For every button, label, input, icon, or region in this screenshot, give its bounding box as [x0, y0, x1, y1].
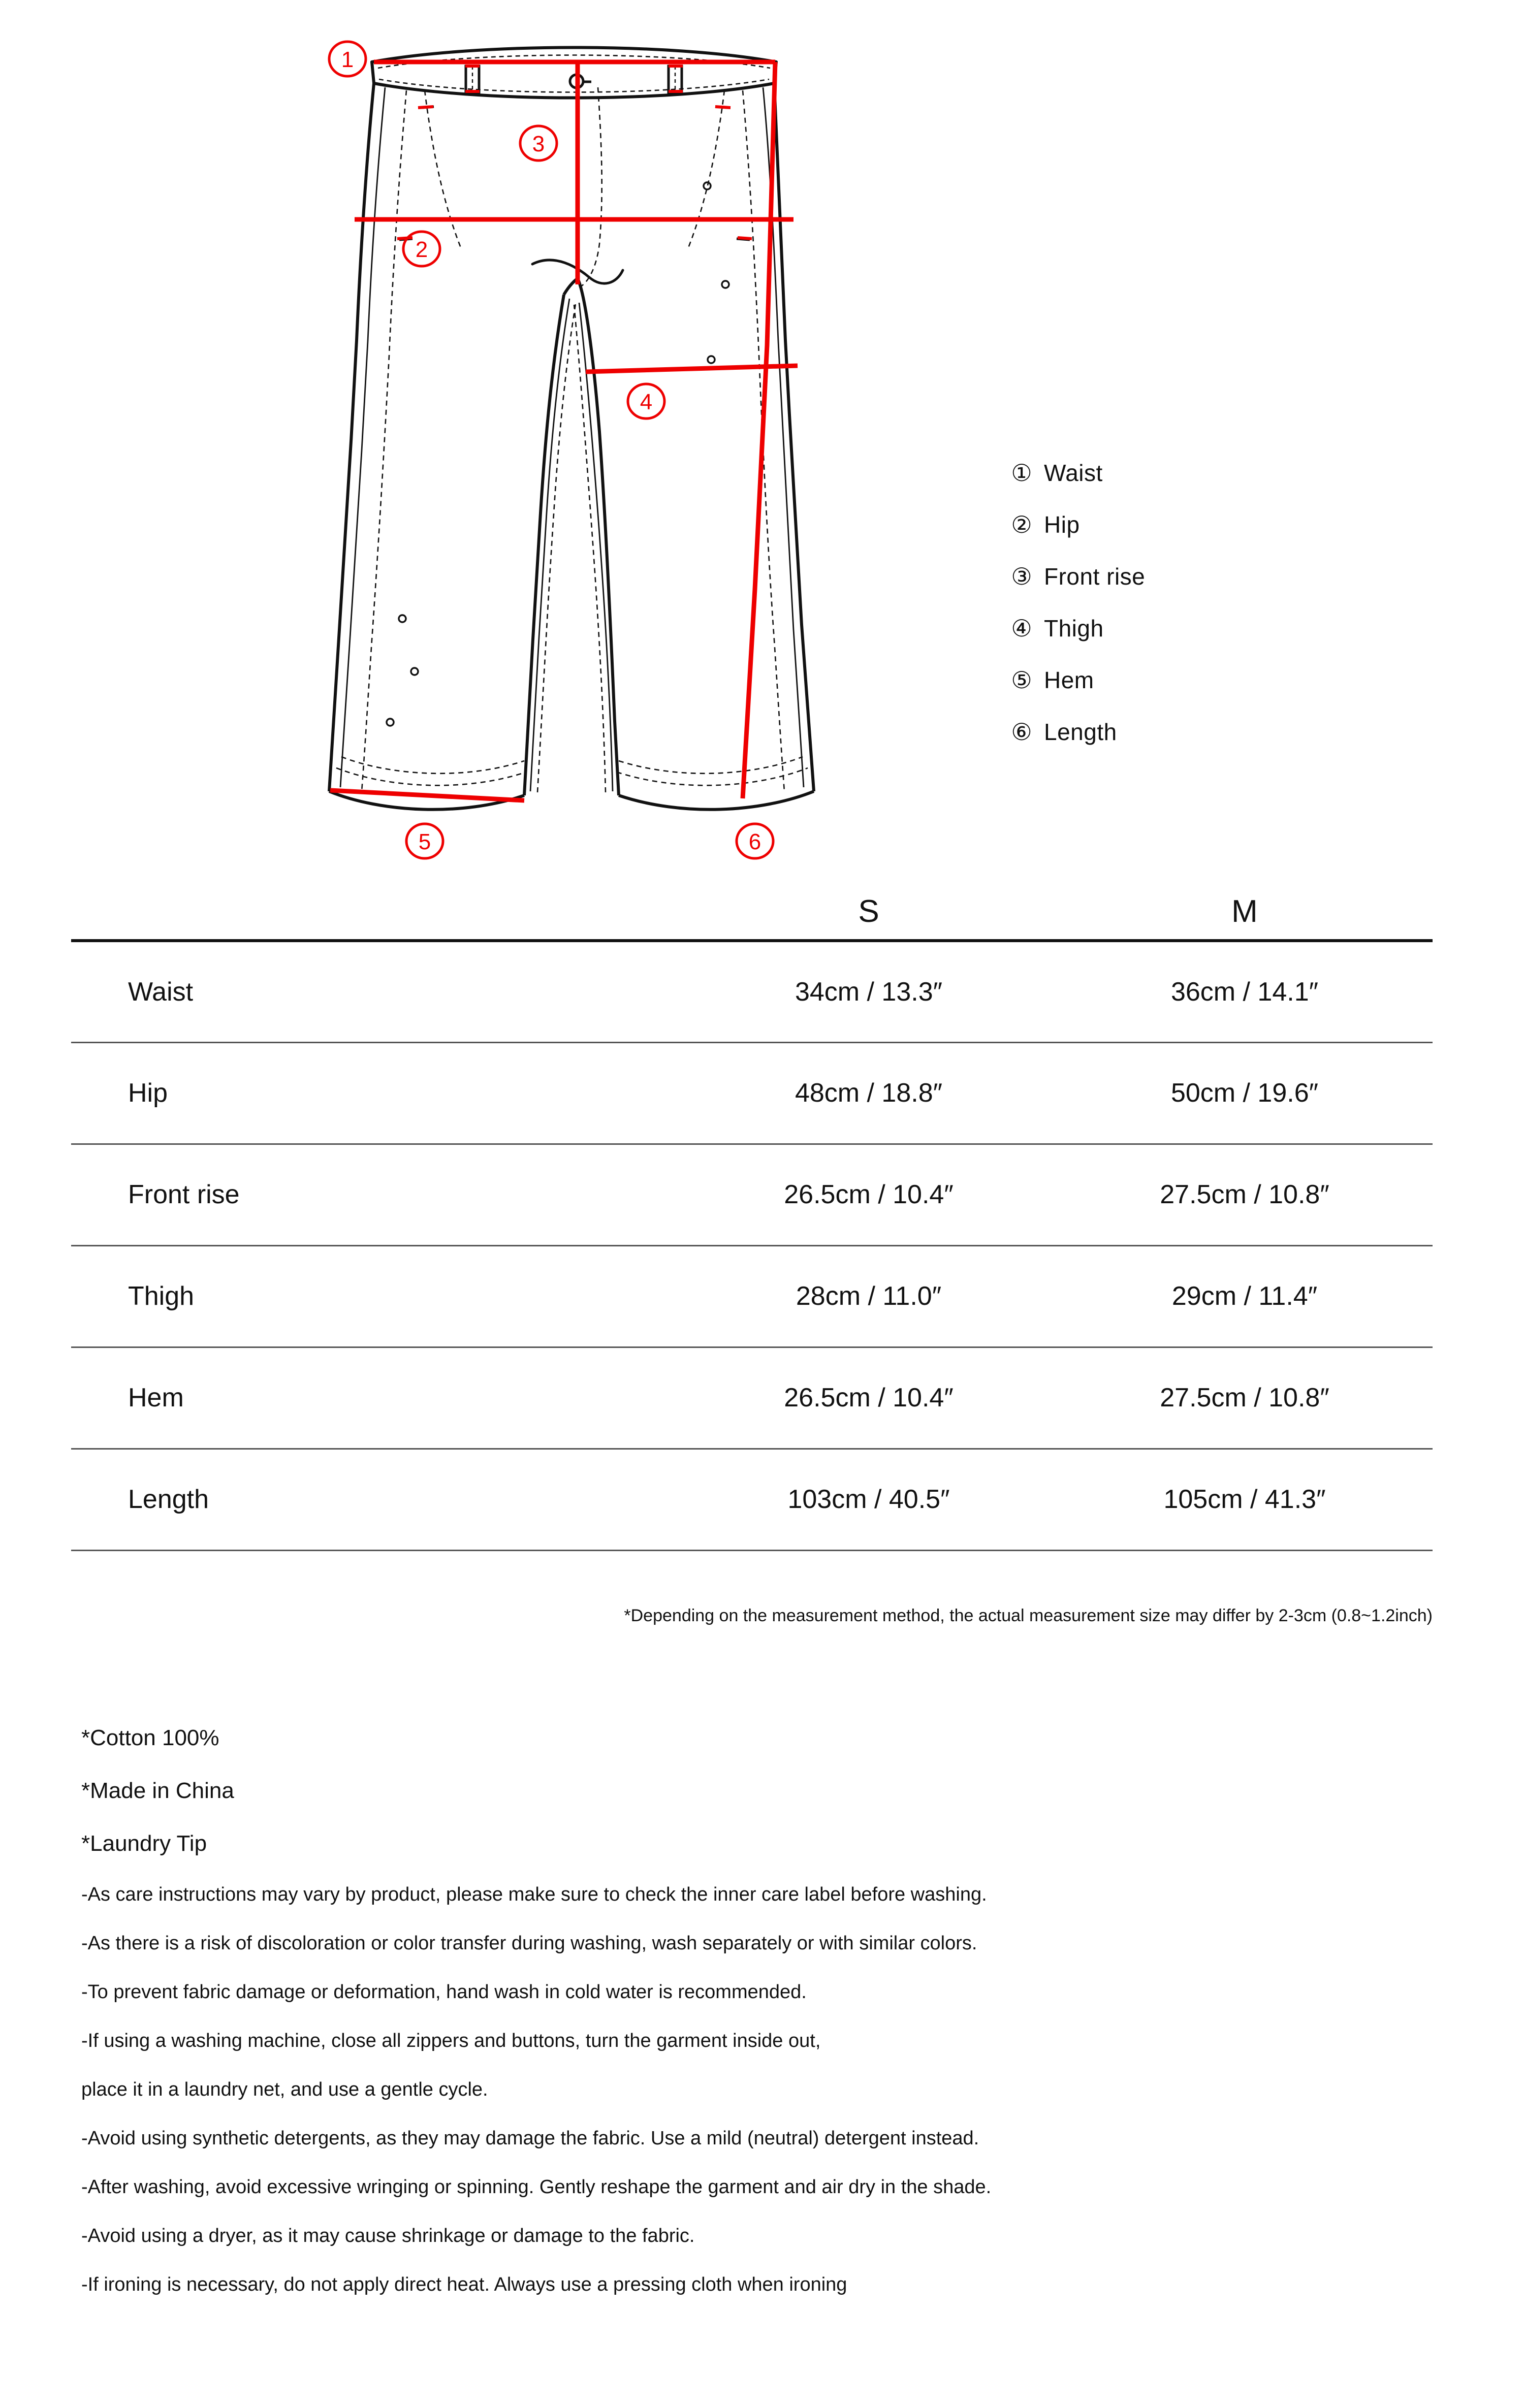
table-row: [71, 1449, 1433, 1550]
cell-hip-m: 50cm / 19.6″: [1057, 1042, 1433, 1144]
care-line: -If using a washing machine, close all zippers and buttons, turn the garment inside out,: [81, 2030, 821, 2051]
cell-waist-s: 34cm / 13.3″: [681, 941, 1057, 1042]
laundry-tip-heading: *Laundry Tip: [81, 1831, 207, 1856]
svg-text:6: 6: [748, 829, 761, 854]
table-row: [71, 1042, 1433, 1144]
column-header-m: M: [1057, 884, 1433, 941]
svg-text:5: 5: [418, 829, 431, 854]
measurement-legend: [1008, 447, 1466, 758]
care-line: -Avoid using synthetic detergents, as they may damage the fabric. Use a mild (neutral) detergent instead.: [81, 2128, 979, 2149]
legend-item-hip: [1008, 499, 1466, 551]
row-label-length: Length: [71, 1449, 681, 1550]
legend-label: Hem: [1044, 667, 1094, 693]
legend-label: Waist: [1044, 460, 1103, 486]
care-line: place it in a laundry net, and use a gentle cycle.: [81, 2079, 488, 2100]
legend-item-waist: [1008, 447, 1466, 499]
table-header-row: [71, 884, 1433, 941]
cell-front-rise-s: 26.5cm / 10.4″: [681, 1144, 1057, 1245]
cell-thigh-m: 29cm / 11.4″: [1057, 1245, 1433, 1347]
marker-5: [406, 824, 443, 858]
care-line: -If ironing is necessary, do not apply direct heat. Always use a pressing cloth when ironing: [81, 2274, 847, 2295]
cell-hem-s: 26.5cm / 10.4″: [681, 1347, 1057, 1449]
care-line: -After washing, avoid excessive wringing or spinning. Gently reshape the garment and air dry in the shade.: [81, 2176, 992, 2198]
product-info-block: [81, 1712, 1453, 2309]
row-label-front-rise: Front rise: [71, 1144, 681, 1245]
legend-number-icon: ③: [1011, 563, 1032, 590]
marker-1: [329, 42, 366, 76]
hem-measure-line: [330, 790, 524, 800]
cell-hem-m: 27.5cm / 10.8″: [1057, 1347, 1433, 1449]
cell-length-m: 105cm / 41.3″: [1057, 1449, 1433, 1550]
marker-4: [628, 384, 664, 419]
care-line: -As care instructions may vary by product, please make sure to check the inner care label before washing.: [81, 1884, 987, 1905]
legend-number-icon: ①: [1011, 460, 1032, 486]
column-header-s: S: [681, 884, 1057, 941]
care-line: -To prevent fabric damage or deformation, hand wash in cold water is recommended.: [81, 1981, 807, 2003]
row-label-thigh: Thigh: [71, 1245, 681, 1347]
legend-number-icon: ④: [1011, 615, 1032, 641]
care-line: -As there is a risk of discoloration or color transfer during washing, wash separately or with similar colors.: [81, 1933, 977, 1954]
legend-item-front-rise: [1008, 551, 1466, 602]
table-row: [71, 941, 1433, 1042]
legend-number-icon: ②: [1011, 511, 1032, 538]
legend-label: Hip: [1044, 511, 1080, 538]
svg-text:2: 2: [415, 237, 428, 262]
legend-item-length: [1008, 706, 1466, 758]
row-label-waist: Waist: [71, 941, 681, 1042]
cell-thigh-s: 28cm / 11.0″: [681, 1245, 1057, 1347]
trousers-technical-drawing: [325, 30, 823, 874]
legend-item-thigh: [1008, 602, 1466, 654]
legend-number-icon: ⑤: [1011, 667, 1032, 693]
size-chart-table: [71, 884, 1433, 1551]
material-info: *Cotton 100%: [81, 1725, 219, 1750]
cell-waist-m: 36cm / 14.1″: [1057, 941, 1433, 1042]
svg-text:1: 1: [341, 47, 354, 72]
marker-6: [737, 824, 773, 858]
table-corner-cell: [71, 884, 681, 941]
measurement-disclaimer: *Depending on the measurement method, the actual measurement size may differ by 2-3cm (0.8~1.2inch): [624, 1606, 1433, 1625]
size-chart-table-wrapper: [71, 884, 1433, 1551]
legend-label: Thigh: [1044, 615, 1104, 641]
table-row: [71, 1347, 1433, 1449]
cell-length-s: 103cm / 40.5″: [681, 1449, 1057, 1550]
table-row: [71, 1245, 1433, 1347]
cell-hip-s: 48cm / 18.8″: [681, 1042, 1057, 1144]
legend-item-hem: [1008, 654, 1466, 706]
legend-number-icon: ⑥: [1011, 719, 1032, 745]
row-label-hip: Hip: [71, 1042, 681, 1144]
care-line: -Avoid using a dryer, as it may cause shrinkage or damage to the fabric.: [81, 2225, 695, 2246]
legend-label: Front rise: [1044, 563, 1146, 590]
row-label-hem: Hem: [71, 1347, 681, 1449]
origin-info: *Made in China: [81, 1778, 234, 1803]
svg-text:3: 3: [532, 132, 545, 156]
table-row: [71, 1144, 1433, 1245]
marker-3: [520, 126, 557, 160]
diagram-section: [0, 0, 1524, 894]
cell-front-rise-m: 27.5cm / 10.8″: [1057, 1144, 1433, 1245]
length-measure-line: [743, 62, 775, 798]
marker-2: [403, 232, 440, 266]
legend-label: Length: [1044, 719, 1117, 745]
svg-text:4: 4: [640, 390, 653, 414]
